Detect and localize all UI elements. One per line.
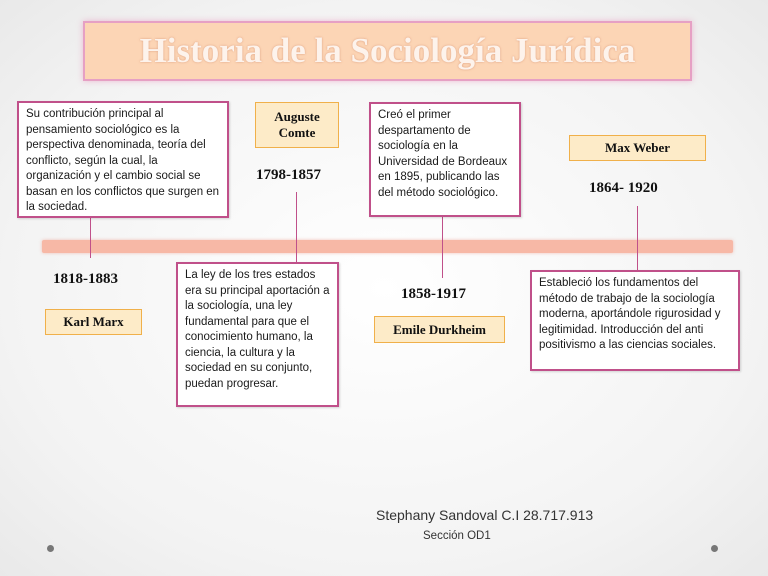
page-title: Historia de la Sociología Jurídica bbox=[139, 31, 636, 70]
dates-max-weber: 1864- 1920 bbox=[589, 180, 658, 196]
dates-karl-marx: 1818-1883 bbox=[53, 271, 118, 287]
connector-marx bbox=[90, 218, 91, 258]
connector-durkheim bbox=[442, 216, 443, 278]
author-credit: Stephany Sandoval C.I 28.717.913 bbox=[376, 507, 594, 523]
dates-auguste-comte: 1798-1857 bbox=[256, 167, 321, 183]
title-banner bbox=[83, 21, 692, 81]
name-emile-durkheim: Emile Durkheim bbox=[374, 316, 505, 343]
nav-dot-right bbox=[711, 545, 718, 552]
description-emile-durkheim: Creó el primer despartamento de sociología en la Universidad de Bordeaux en 1895, publicando las del método sociológico. bbox=[369, 102, 521, 217]
section-label: Sección OD1 bbox=[423, 530, 491, 542]
description-karl-marx: Su contribución principal al pensamiento sociológico es la perspectiva denominada, teoría del conflicto, según la cual, la organización y el cambio social se basan en los conflictos que surgen en la sociedad. bbox=[17, 101, 229, 218]
connector-weber bbox=[637, 206, 638, 270]
name-max-weber: Max Weber bbox=[569, 135, 706, 161]
timeline-bar bbox=[42, 240, 733, 253]
nav-dot-left bbox=[47, 545, 54, 552]
description-max-weber: Estableció los fundamentos del método de trabajo de la sociología moderna, aportándole rigurosidad y legitimidad. Introducción del anti positivismo a las ciencias sociales. bbox=[530, 270, 740, 371]
description-auguste-comte: La ley de los tres estados era su principal aportación a la sociología, una ley fundamental para que el conocimiento humano, la ciencia, la cultura y la sociedad en su conjunto, puedan progresar. bbox=[176, 262, 339, 407]
name-auguste-comte: Auguste Comte bbox=[255, 102, 339, 148]
name-karl-marx: Karl Marx bbox=[45, 309, 142, 335]
connector-comte bbox=[296, 192, 297, 262]
dates-emile-durkheim: 1858-1917 bbox=[401, 286, 466, 302]
